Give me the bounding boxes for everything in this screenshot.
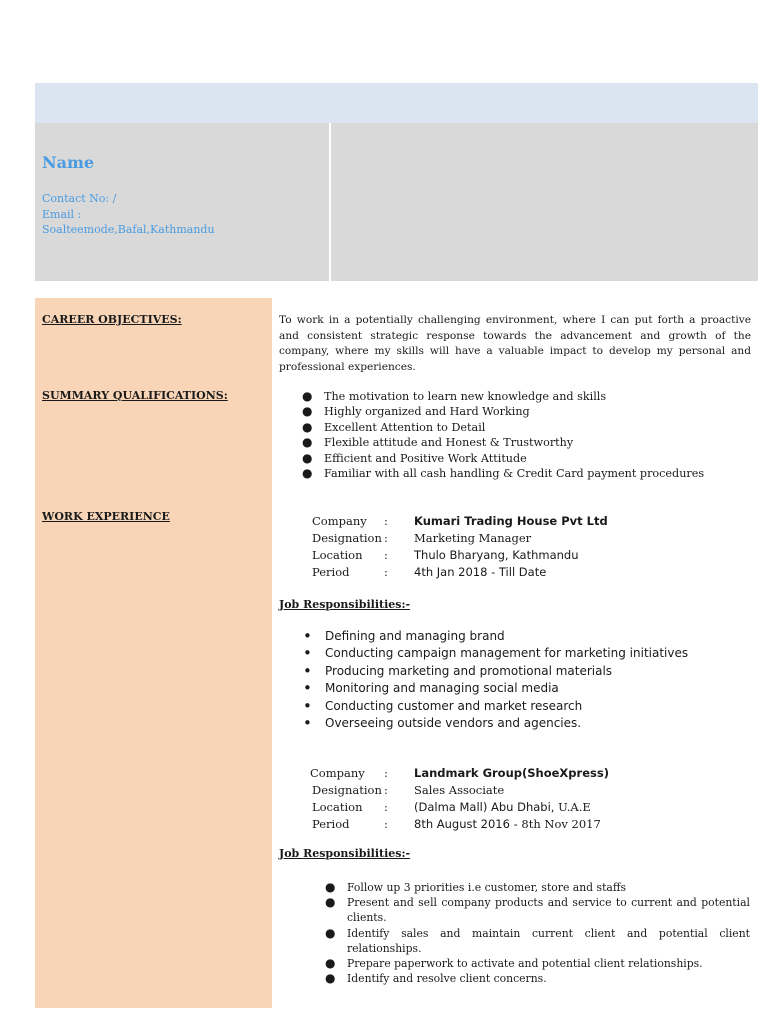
contact-address: Soalteemode,Bafal,Kathmandu <box>42 223 215 236</box>
responsibility-item: ● Identify sales and maintain current client and potential client relationships. <box>325 926 750 956</box>
qualification-item: ● The motivation to learn new knowledge and skills <box>302 389 704 404</box>
job-2-designation-row <box>310 782 750 799</box>
colon: : <box>384 514 388 528</box>
job-1-designation-row <box>312 530 752 547</box>
contact-number: Contact No: / <box>42 192 117 205</box>
company-label: Company <box>310 766 365 780</box>
qualification-item: ● Highly organized and Hard Working <box>302 404 704 419</box>
job-2-responsibilities-title: Job Responsibilities:- <box>279 847 411 860</box>
section-title-work-experience: WORK EXPERIENCE <box>42 510 170 523</box>
responsibility-item: ● Present and sell company products and service to current and potential clients. <box>325 895 750 925</box>
responsibility-item: • Overseeing outside vendors and agencies. <box>302 715 688 732</box>
colon: : <box>384 800 388 814</box>
responsibility-item: • Producing marketing and promotional materials <box>302 663 688 680</box>
section-sidebar <box>35 298 272 1008</box>
candidate-name: Name <box>42 153 95 172</box>
period-label: Period <box>312 817 350 831</box>
colon: : <box>384 817 388 831</box>
job-1-period: 4th Jan 2018 - Till Date <box>414 565 547 579</box>
job-2-location <box>414 799 591 816</box>
colon: : <box>384 766 388 780</box>
location-label: Location <box>312 548 363 562</box>
qualification-item: ● Familiar with all cash handling & Credit Card payment procedures <box>302 466 704 481</box>
section-title-summary-qualifications: SUMMARY QUALIFICATIONS: <box>42 389 228 402</box>
job-2-period-row <box>310 816 750 833</box>
company-label: Company <box>312 514 367 528</box>
qualification-item: ● Flexible attitude and Honest & Trustworthy <box>302 435 704 450</box>
responsibility-item: ● Identify and resolve client concerns. <box>325 971 750 986</box>
header-band <box>35 83 758 123</box>
responsibility-item: • Conducting campaign management for marketing initiatives <box>302 645 688 662</box>
location-label: Location <box>312 800 363 814</box>
job-1-responsibilities-list <box>302 628 688 732</box>
responsibility-item: ● Follow up 3 priorities i.e customer, store and staffs <box>325 880 750 895</box>
job-1-period-row <box>312 564 752 581</box>
job-2-period-suffix: 8th Nov 2017 <box>521 817 601 831</box>
qualification-item: ● Efficient and Positive Work Attitude <box>302 451 704 466</box>
job-1-company: Kumari Trading House Pvt Ltd <box>414 514 608 528</box>
responsibility-item: • Defining and managing brand <box>302 628 688 645</box>
job-2-company-row <box>310 765 750 782</box>
qualifications-list <box>302 389 704 481</box>
job-1-location: Thulo Bharyang, Kathmandu <box>414 548 579 562</box>
job-1-responsibilities-title: Job Responsibilities:- <box>279 598 411 611</box>
job-2-company: Landmark Group(ShoeXpress) <box>414 766 609 780</box>
job-2-responsibilities-list <box>325 880 750 986</box>
job-1-company-row <box>312 513 752 530</box>
colon: : <box>384 783 388 797</box>
job-2-period <box>414 816 601 833</box>
responsibility-item: • Conducting customer and market research <box>302 698 688 715</box>
responsibility-item: • Monitoring and managing social media <box>302 680 688 697</box>
job-2-location-row <box>310 799 750 816</box>
colon: : <box>384 565 388 579</box>
job-2-period-main: 8th August 2016 - <box>414 817 522 831</box>
header-photo-panel <box>331 123 758 281</box>
job-1-details <box>312 513 752 581</box>
qualification-item: ● Excellent Attention to Detail <box>302 420 704 435</box>
job-2-location-suffix: U.A.E <box>554 800 591 814</box>
job-2-location-main: (Dalma Mall) Abu Dhabi, <box>414 800 555 814</box>
colon: : <box>384 548 388 562</box>
designation-label: Designation <box>312 783 382 797</box>
period-label: Period <box>312 565 350 579</box>
job-1-location-row <box>312 547 752 564</box>
colon: : <box>384 531 388 545</box>
contact-block <box>42 191 215 238</box>
designation-label: Designation <box>312 531 382 545</box>
job-2-details <box>310 765 750 833</box>
responsibility-item: ● Prepare paperwork to activate and potential client relationships. <box>325 956 750 971</box>
section-title-career-objectives: CAREER OBJECTIVES: <box>42 313 182 326</box>
contact-email: Email : <box>42 207 82 221</box>
job-1-designation: Marketing Manager <box>414 531 532 545</box>
job-2-designation: Sales Associate <box>414 783 505 797</box>
career-objective-text: To work in a potentially challenging environment, where I can put forth a proactive and consistent strategic response towards the advancement and growth of the company, where my skills will have a valuable impact to develop my personal and professional experiences. <box>279 314 751 373</box>
